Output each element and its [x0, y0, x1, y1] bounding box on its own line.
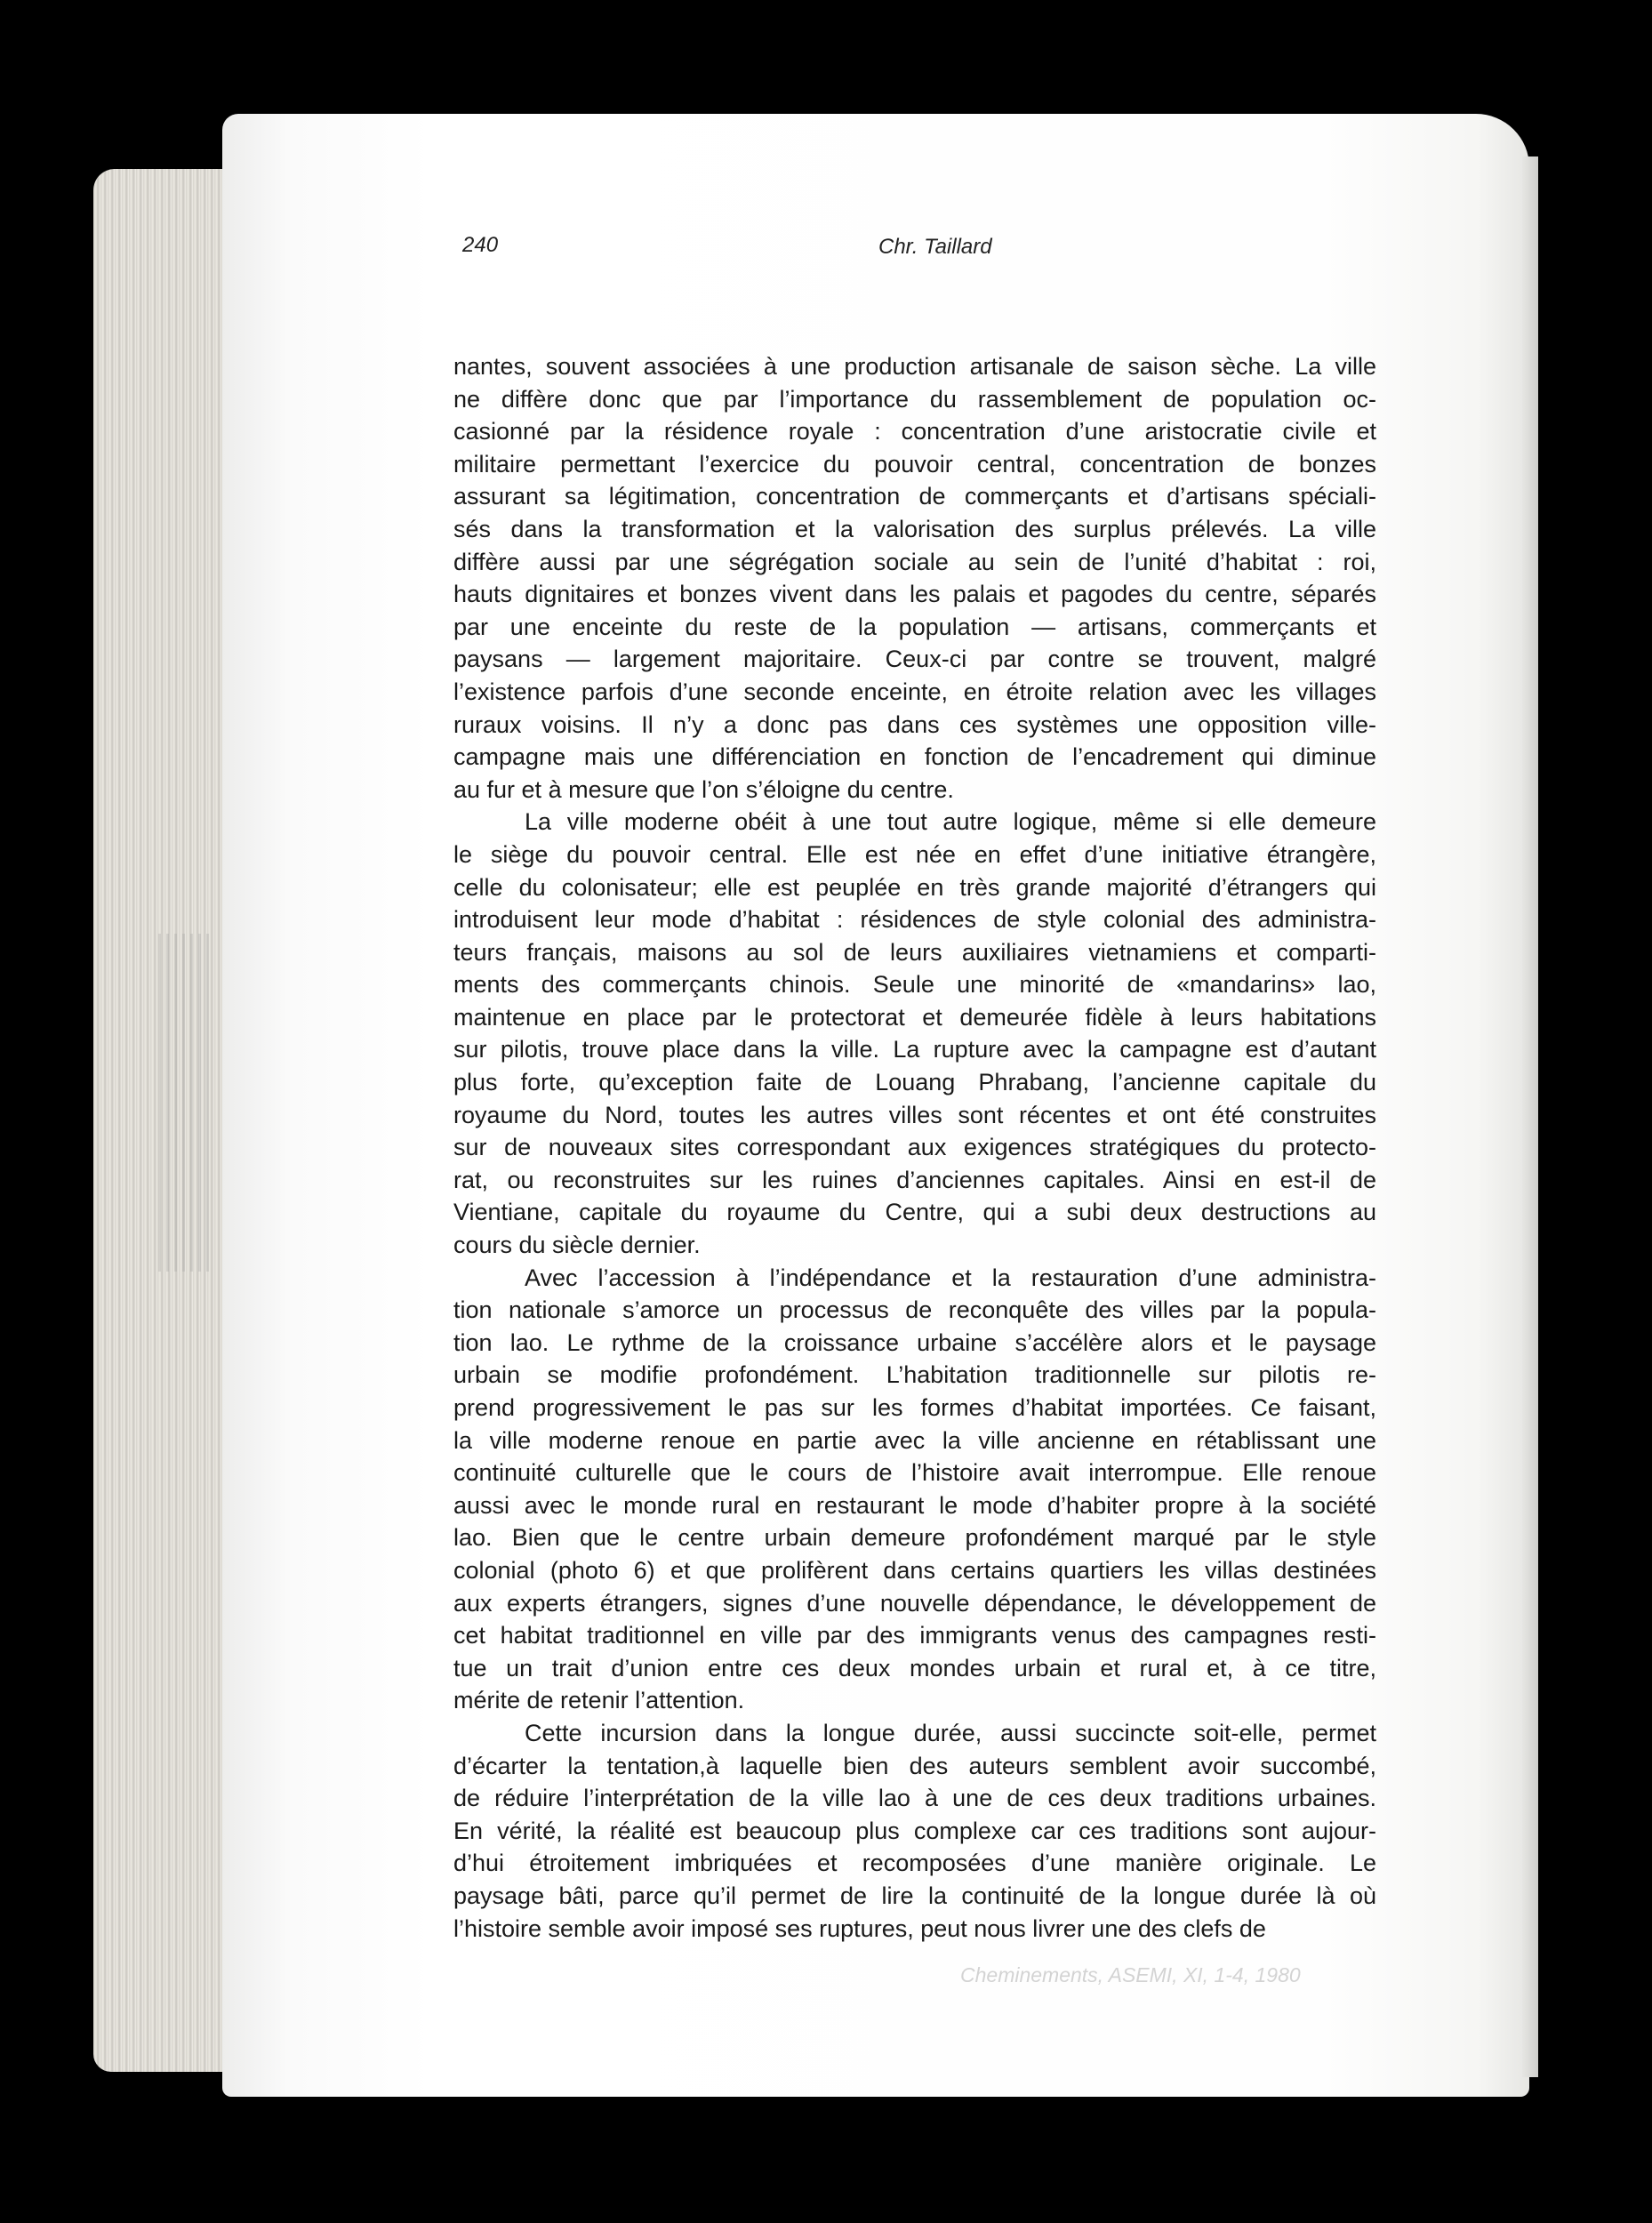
text-line: l’existence parfois d’une seconde enceinte, en étroite relation avec les villages: [453, 678, 1376, 705]
text-line: le siège du pouvoir central. Elle est née en effet d’une initiative étrangère,: [453, 840, 1376, 868]
text-line: teurs français, maisons au sol de leurs auxiliaires vietnamiens et comparti-: [453, 938, 1376, 966]
text-line: aux experts étrangers, signes d’une nouvelle dépendance, le développement de: [453, 1589, 1376, 1617]
text-line: sur de nouveaux sites correspondant aux exigences stratégiques du protecto-: [453, 1134, 1376, 1161]
paragraph: [453, 806, 1376, 1261]
spine-shadow: [158, 934, 212, 1272]
text-line: tue un trait d’union entre ces deux mondes urbain et rural et, à ce titre,: [453, 1654, 1376, 1681]
body-text: [453, 350, 1376, 1945]
text-line: colonial (photo 6) et que prolifèrent dans certains quartiers les villas destinées: [453, 1556, 1376, 1584]
text-line: rat, ou reconstruites sur les ruines d’anciennes capitales. Ainsi en est-il de: [453, 1166, 1376, 1193]
text-line: nantes, souvent associées à une production artisanale de saison sèche. La ville: [453, 353, 1376, 380]
text-line: cet habitat traditionnel en ville par des immigrants venus des campagnes resti-: [453, 1622, 1376, 1649]
text-line: assurant sa légitimation, concentration de commerçants et d’artisans spéciali-: [453, 483, 1376, 510]
text-line: celle du colonisateur; elle est peuplée en très grande majorité d’étrangers qui: [453, 873, 1376, 901]
paragraph: [453, 350, 1376, 806]
text-line: La ville moderne obéit à une tout autre logique, même si elle demeure: [525, 808, 1376, 836]
text-line: aussi avec le monde rural en restaurant le mode d’habiter propre à la société: [453, 1491, 1376, 1519]
text-line: maintenue en place par le protectorat et demeurée fidèle à leurs habitations: [453, 1003, 1376, 1031]
running-head: Chr. Taillard: [878, 235, 992, 259]
text-line: plus forte, qu’exception faite de Louang Phrabang, l’ancienne capitale du: [453, 1069, 1376, 1096]
text-line: ments des commerçants chinois. Seule une minorité de «mandarins» lao,: [453, 971, 1376, 999]
text-line: prend progressivement le pas sur les formes d’habitat importées. Ce faisant,: [453, 1394, 1376, 1421]
text-line: sés dans la transformation et la valorisation des surplus prélevés. La ville: [453, 515, 1376, 542]
text-line: d’écarter la tentation,à laquelle bien des auteurs semblent avoir succombé,: [453, 1752, 1376, 1779]
text-line: tion lao. Le rythme de la croissance urbaine s’accélère alors et le paysage: [453, 1328, 1376, 1356]
text-line: Cette incursion dans la longue durée, aussi succincte soit-elle, permet: [525, 1719, 1376, 1746]
text-line: de réduire l’interprétation de la ville lao à une de ces deux traditions urbaines.: [453, 1785, 1376, 1812]
text-line: Vientiane, capitale du royaume du Centre, qui a subi deux destructions au: [453, 1199, 1376, 1226]
text-line: sur pilotis, trouve place dans la ville. La rupture avec la campagne est d’autant: [453, 1036, 1376, 1063]
text-line: diffère aussi par une ségrégation sociale au sein de l’unité d’habitat : roi,: [453, 548, 1376, 575]
text-line: cours du siècle dernier.: [453, 1232, 701, 1259]
text-line: campagne mais une différenciation en fonction de l’encadrement qui diminue: [453, 743, 1376, 771]
text-line: d’hui étroitement imbriquées et recomposées d’une manière originale. Le: [453, 1850, 1376, 1877]
text-line: tion nationale s’amorce un processus de reconquête des villes par la popula-: [453, 1296, 1376, 1324]
text-line: paysage bâti, parce qu’il permet de lire la continuité de la longue durée là où: [453, 1882, 1376, 1909]
text-line: En vérité, la réalité est beaucoup plus complexe car ces traditions sont aujour-: [453, 1817, 1376, 1844]
text-line: hauts dignitaires et bonzes vivent dans les palais et pagodes du centre, séparés: [453, 581, 1376, 608]
text-line: au fur et à mesure que l’on s’éloigne du centre.: [453, 775, 954, 803]
page-number: 240: [462, 233, 499, 257]
text-line: continuité culturelle que le cours de l’histoire avait interrompue. Elle renoue: [453, 1459, 1376, 1487]
paragraph: [453, 1262, 1376, 1717]
text-line: casionné par la résidence royale : concentration d’une aristocratie civile et: [453, 418, 1376, 445]
text-line: Avec l’accession à l’indépendance et la restauration d’une administra-: [525, 1264, 1376, 1291]
text-line: ne diffère donc que par l’importance du rassemblement de population oc-: [453, 385, 1376, 413]
text-line: l’histoire semble avoir imposé ses ruptures, peut nous livrer une des clefs de: [453, 1914, 1266, 1942]
text-line: royaume du Nord, toutes les autres villes sont récentes et ont été construites: [453, 1101, 1376, 1128]
paragraph: [453, 1717, 1376, 1945]
bleed-through-text: Cheminements, ASEMI, XI, 1-4, 1980: [960, 1963, 1301, 1986]
text-line: paysans — largement majoritaire. Ceux-ci par contre se trouvent, malgré: [453, 646, 1376, 673]
text-line: par une enceinte du reste de la population — artisans, commerçants et: [453, 613, 1376, 640]
text-line: mérite de retenir l’attention.: [453, 1687, 745, 1714]
text-line: militaire permettant l’exercice du pouvoir central, concentration de bonzes: [453, 450, 1376, 478]
page-header: [462, 233, 1378, 269]
text-line: la ville moderne renoue en partie avec la ville ancienne en rétablissant une: [453, 1426, 1376, 1454]
text-line: ruraux voisins. Il n’y a donc pas dans ces systèmes une opposition ville-: [453, 710, 1376, 738]
page-right-edge: [1522, 156, 1538, 2077]
text-line: introduisent leur mode d’habitat : résidences de style colonial des administra-: [453, 906, 1376, 934]
text-line: lao. Bien que le centre urbain demeure profondément marqué par le style: [453, 1524, 1376, 1552]
text-line: urbain se modifie profondément. L’habitation traditionnelle sur pilotis re-: [453, 1361, 1376, 1389]
